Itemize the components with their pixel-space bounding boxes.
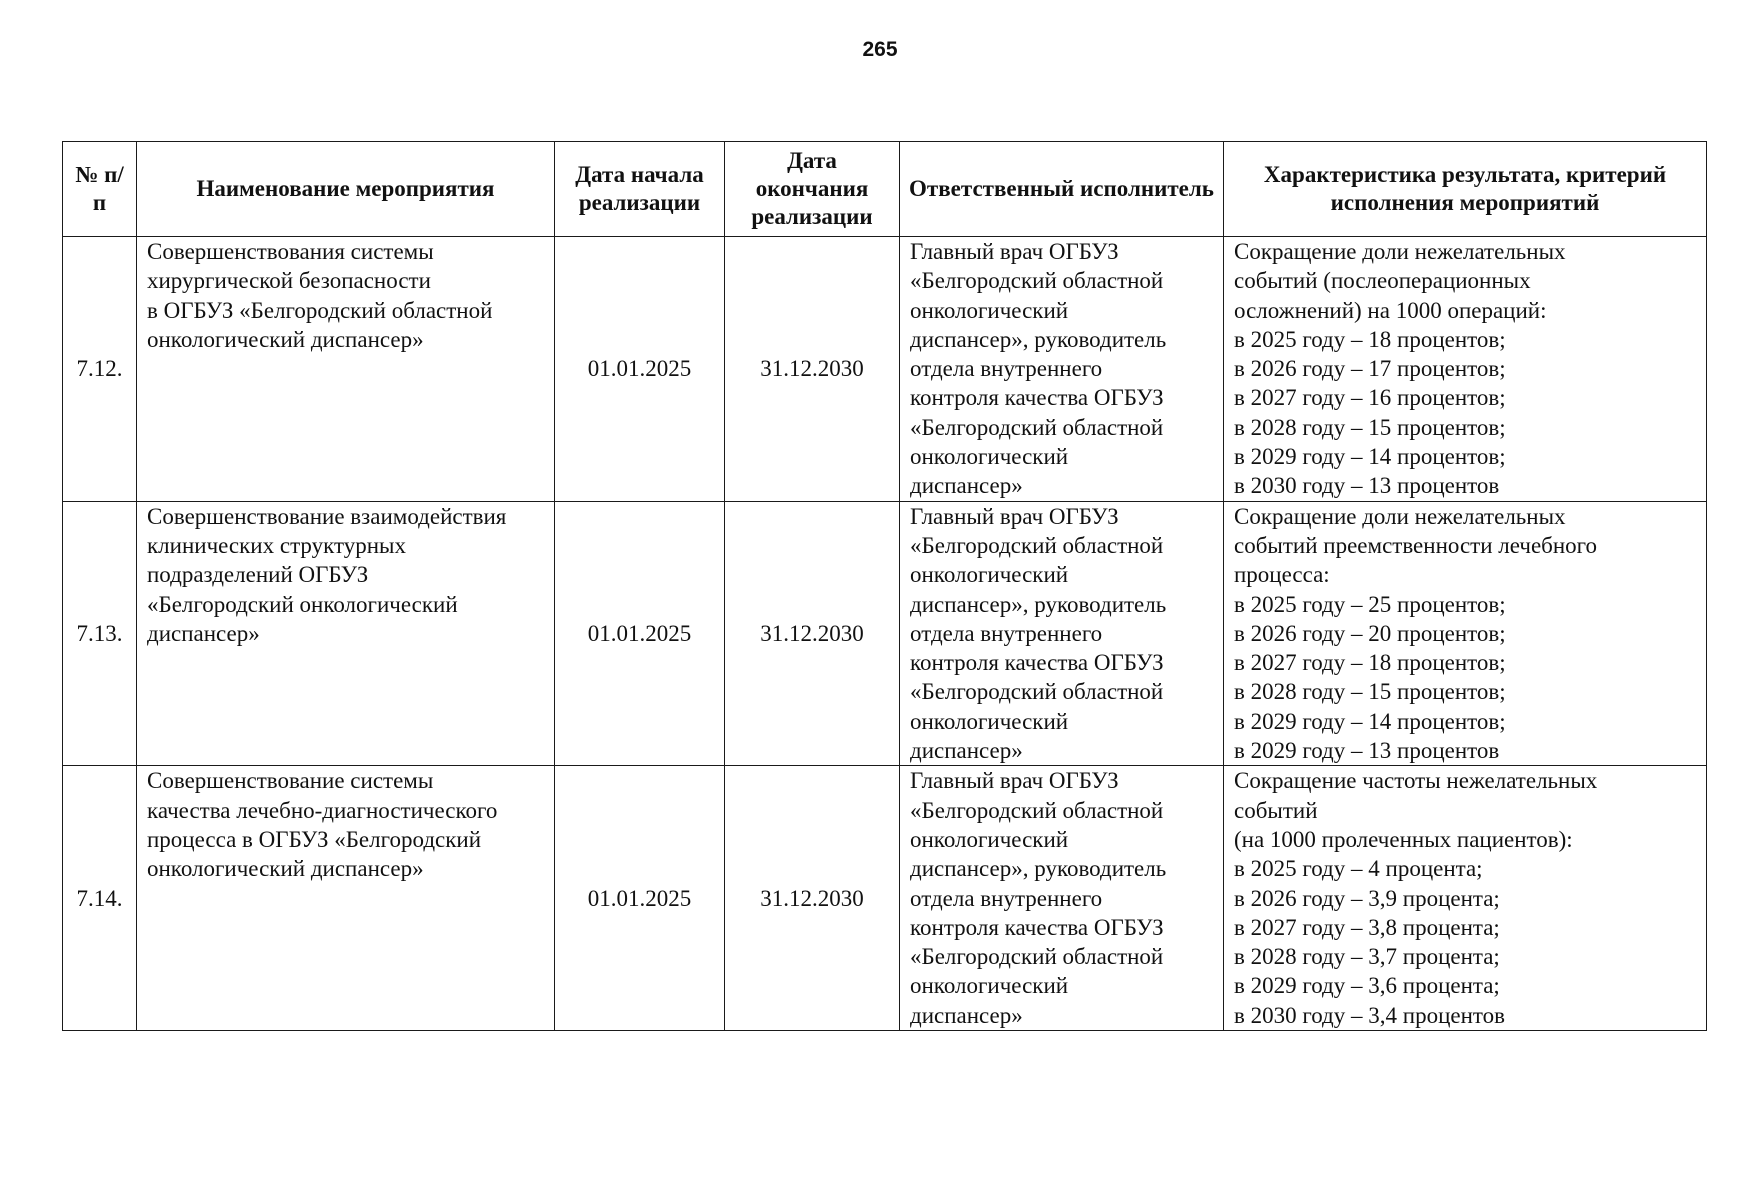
measure-name-line: качества лечебно-диагностического [147,797,498,823]
result-criteria-line: в 2027 году – 3,8 процента; [1234,914,1500,940]
executor-line: диспансер», руководитель [910,326,1167,352]
result-criteria-line: процесса: [1234,562,1330,588]
executor [900,501,1224,766]
executor-line: диспансер» [910,473,1023,499]
executor-line: Главный врач ОГБУЗ [910,503,1119,529]
row-number: 7.14. [63,766,137,1031]
executor-line: диспансер» [910,1002,1023,1028]
table-row [63,501,1707,766]
result-criteria-line: в 2026 году – 3,9 процента; [1234,885,1500,911]
executor-line: онкологический [910,973,1069,999]
executor-line: онкологический [910,562,1069,588]
measure-name [137,766,555,1031]
result-criteria-line: событий (послеоперационных [1234,268,1531,294]
executor-line: «Белгородский областной [910,797,1164,823]
header-result: Характеристика результата, критерий исполнения мероприятий [1224,142,1707,237]
measure-name-line: Совершенствования системы [147,239,434,264]
result-criteria-line: Сокращение доли нежелательных [1234,503,1566,529]
executor-line: «Белгородский областной [910,532,1164,558]
measures-table [62,141,1707,1031]
executor-line: контроля качества ОГБУЗ [910,650,1164,676]
result-criteria-line: в 2030 году – 13 процентов [1234,473,1500,499]
executor-line: диспансер», руководитель [910,856,1167,882]
executor-line: Главный врач ОГБУЗ [910,768,1119,794]
executor-line: онкологический [910,297,1069,323]
executor-line: «Белгородский областной [910,679,1164,705]
result-criteria-line: в 2025 году – 25 процентов; [1234,591,1506,617]
header-num: № п/п [63,142,137,237]
measure-name-line: онкологический диспансер» [147,856,424,882]
result-criteria-line: событий [1234,797,1318,823]
result-criteria-line: в 2029 году – 13 процентов [1234,738,1500,764]
start-date: 01.01.2025 [555,237,725,502]
result-criteria-line: событий преемственности лечебного [1234,532,1598,558]
measure-name-line: подразделений ОГБУЗ [147,562,369,588]
executor-line: «Белгородский областной [910,268,1164,294]
result-criteria [1224,501,1707,766]
result-criteria-line: в 2025 году – 4 процента; [1234,856,1483,882]
executor [900,766,1224,1031]
measure-name-line: онкологический диспансер» [147,326,424,352]
executor-line: отдела внутреннего [910,620,1103,646]
end-date: 31.12.2030 [725,766,900,1031]
executor-line: «Белгородский областной [910,414,1164,440]
header-end-date: Дата окончания реализации [725,142,900,237]
header-executor: Ответственный исполнитель [900,142,1224,237]
result-criteria-line: Сокращение частоты нежелательных [1234,768,1598,794]
measure-name-line: Совершенствование взаимодействия [147,503,507,529]
start-date: 01.01.2025 [555,766,725,1031]
executor-line: отдела внутреннего [910,885,1103,911]
table-row [63,766,1707,1031]
table-row [63,237,1707,502]
result-criteria-line: в 2028 году – 3,7 процента; [1234,944,1500,970]
executor-line: онкологический [910,708,1069,734]
result-criteria-line: в 2027 году – 16 процентов; [1234,385,1506,411]
measure-name-line: в ОГБУЗ «Белгородский областной [147,297,493,323]
table-body [63,237,1707,1031]
measure-name-line: «Белгородский онкологический [147,591,458,617]
executor-line: отдела внутреннего [910,356,1103,382]
end-date: 31.12.2030 [725,237,900,502]
executor-line: онкологический [910,444,1069,470]
executor-line: диспансер», руководитель [910,591,1167,617]
end-date: 31.12.2030 [725,501,900,766]
result-criteria-line: в 2027 году – 18 процентов; [1234,650,1506,676]
header-name: Наименование мероприятия [137,142,555,237]
measure-name [137,501,555,766]
executor [900,237,1224,502]
measure-name [137,237,555,502]
measure-name-line: хирургической безопасности [147,268,431,294]
result-criteria-line: в 2028 году – 15 процентов; [1234,679,1506,705]
row-number: 7.13. [63,501,137,766]
measure-name-line: диспансер» [147,620,260,646]
executor-line: Главный врач ОГБУЗ [910,239,1119,264]
result-criteria-line: в 2026 году – 20 процентов; [1234,620,1506,646]
measure-name-line: клинических структурных [147,532,406,558]
result-criteria-line: в 2029 году – 14 процентов; [1234,708,1506,734]
result-criteria-line: в 2030 году – 3,4 процентов [1234,1002,1506,1028]
executor-line: «Белгородский областной [910,944,1164,970]
result-criteria-line: в 2028 году – 15 процентов; [1234,414,1506,440]
measure-name-line: Совершенствование системы [147,768,434,794]
result-criteria-line: (на 1000 пролеченных пациентов): [1234,826,1573,852]
result-criteria-line: осложнений) на 1000 операций: [1234,297,1547,323]
executor-line: диспансер» [910,738,1023,764]
executor-line: контроля качества ОГБУЗ [910,914,1164,940]
row-number: 7.12. [63,237,137,502]
measure-name-line: процесса в ОГБУЗ «Белгородский [147,826,482,852]
header-start-date: Дата начала реализации [555,142,725,237]
result-criteria-line: в 2026 году – 17 процентов; [1234,356,1506,382]
header-row [63,142,1707,237]
result-criteria [1224,237,1707,502]
start-date: 01.01.2025 [555,501,725,766]
result-criteria-line: Сокращение доли нежелательных [1234,239,1566,264]
executor-line: контроля качества ОГБУЗ [910,385,1164,411]
result-criteria-line: в 2029 году – 14 процентов; [1234,444,1506,470]
result-criteria-line: в 2029 году – 3,6 процента; [1234,973,1500,999]
result-criteria [1224,766,1707,1031]
result-criteria-line: в 2025 году – 18 процентов; [1234,326,1506,352]
executor-line: онкологический [910,826,1069,852]
page-number: 265 [862,38,898,61]
